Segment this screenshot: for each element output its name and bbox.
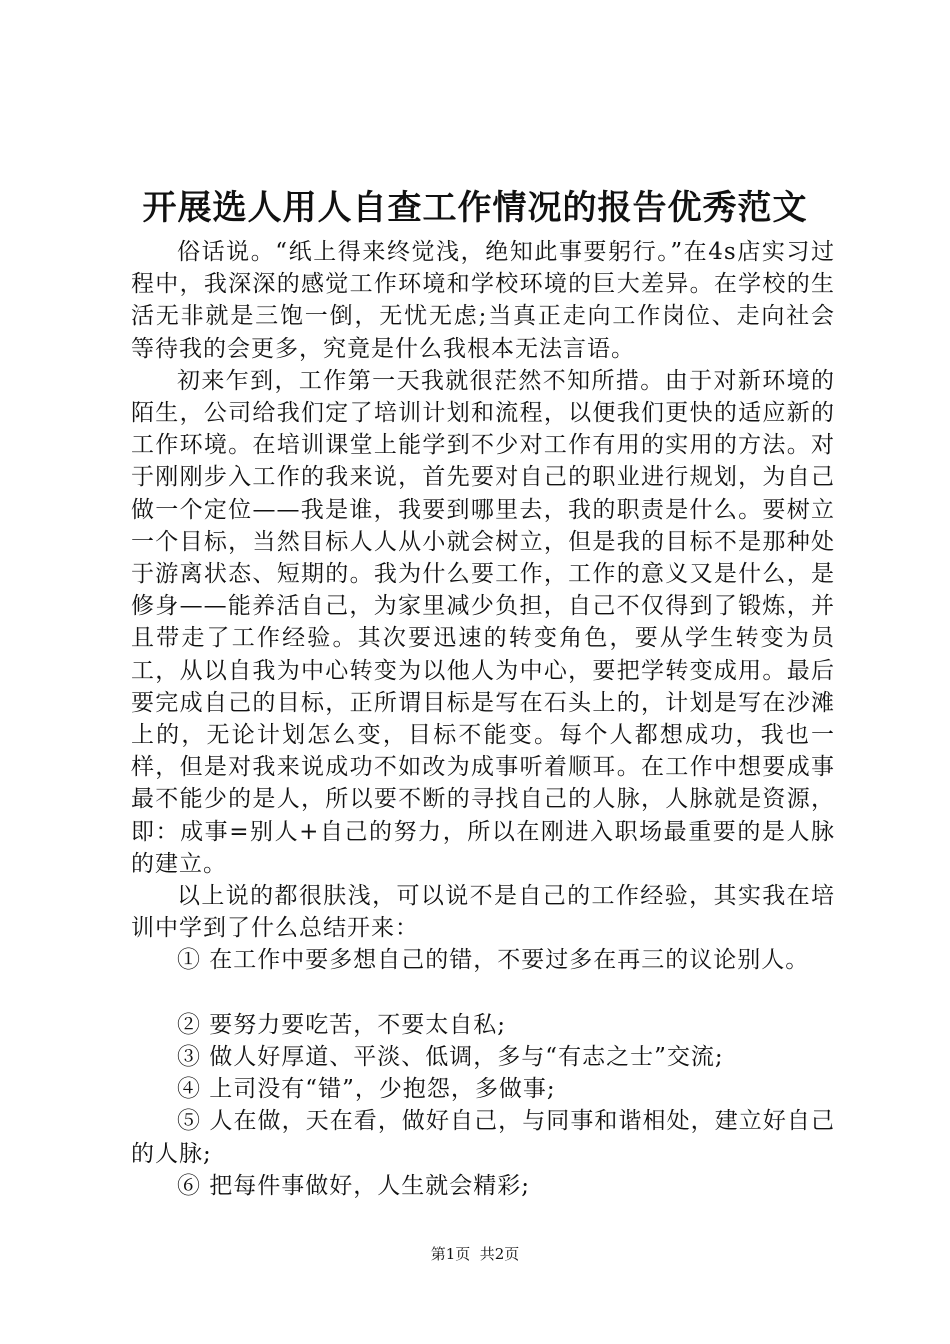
document-body [131,236,835,1202]
list-item: ⑤ 人在做，天在看，做好自己，与同事和谐相处，建立好自己的人脉; [131,1108,835,1167]
list-item: ⑥ 把每件事做好，人生就会精彩; [177,1172,531,1199]
blank-line [131,977,835,1009]
document-title: 开展选人用人自查工作情况的报告优秀范文 [142,188,808,228]
page-footer: 第1页 共2页 [430,1245,520,1263]
list-item: ④ 上司没有“错”，少抱怨，多做事; [177,1076,556,1103]
list-item: ③ 做人好厚道、平淡、低调，多与“有志之士”交流; [177,1044,724,1071]
list-item: ① 在工作中要多想自己的错，不要过多在再三的议论别人。 [177,947,810,974]
paragraph-training: 初来乍到，工作第一天我就很茫然不知所措。由于对新环境的陌生，公司给我们定了培训计划和流程，以便我们更快的适应新的工作环境。在培训课堂上能学到不少对工作有用的实用的方法。对于刚刚步入工作的我来说，首先要对自己的职业进行规划，为自己做一个定位——我是谁，我要到哪里去，我的职责是什么。要树立一个目标，当然目标人人从小就会树立，但是我的目标不是那种处于游离状态、短期的。我为什么要工作，工作的意义又是什么，是修身——能养活自己，为家里减少负担，自己不仅得到了锻炼，并且带走了工作经验。其次要迅速的转变角色，要从学生转变为员工，从以自我为中心转变为以他人为中心，要把学转变成用。最后要完成自己的目标，正所谓目标是写在石头上的，计划是写在沙滩上的，无论计划怎么变，目标不能变。每个人都想成功，我也一样，但是对我来说成功不如改为成事听着顺耳。在工作中想要成事最不能少的是人，所以要不断的寻找自己的人脉，人脉就是资源，即：成事=别人+自己的努力，所以在刚进入职场最重要的是人脉的建立。 [131,367,835,877]
paragraph-summary: 以上说的都很肤浅，可以说不是自己的工作经验，其实我在培训中学到了什么总结开来： [131,883,835,942]
list-item: ② 要努力要吃苦，不要太自私; [177,1011,507,1038]
paragraph-intro: 俗话说。“纸上得来终觉浅，绝知此事要躬行。”在4s店实习过程中，我深深的感觉工作环境和学校环境的巨大差异。在学校的生活无非就是三饱一倒，无忧无虑;当真正走向工作岗位、走向社会等待我的会更多，究竟是什么我根本无法言语。 [131,239,835,362]
